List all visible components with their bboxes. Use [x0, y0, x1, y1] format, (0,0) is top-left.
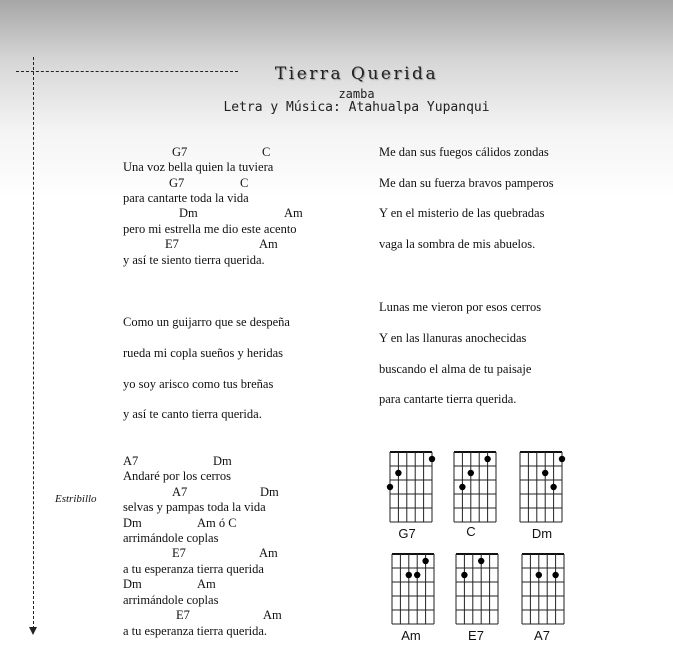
chord-label: Am	[259, 237, 278, 251]
lyric-line: Y en el misterio de las quebradas	[379, 206, 545, 220]
lyric-line: a tu esperanza tierra querida.	[123, 624, 268, 638]
lyric-line: Andaré por los cerros	[123, 469, 231, 483]
lyric-line: Me dan sus fuegos cálidos zondas	[379, 145, 549, 159]
lyric-line: a tu esperanza tierra querida	[123, 562, 264, 576]
chord-name: Am	[401, 628, 421, 643]
chord-label: Am ó C	[197, 516, 237, 530]
finger-dot	[459, 484, 465, 490]
chord-name: Dm	[531, 526, 553, 541]
lyric-line: Y en las llanuras anochecidas	[379, 331, 527, 345]
chord-diagram-dm	[516, 449, 570, 525]
chord-diagram-c	[450, 449, 504, 525]
chord-diagram-g7	[386, 449, 440, 525]
chord-label: E7	[176, 608, 190, 622]
finger-dot	[429, 456, 435, 462]
lyric-line: para cantarte toda la vida	[123, 191, 249, 205]
chord-label: Am	[197, 577, 216, 591]
finger-dot	[552, 572, 558, 578]
chord-name: C	[466, 524, 476, 539]
chord-grid	[452, 551, 506, 627]
chord-grid	[388, 551, 442, 627]
chord-grid	[450, 449, 504, 525]
finger-dot	[406, 572, 412, 578]
chord-label: Dm	[213, 454, 232, 468]
lyric-line: yo soy arisco como tus breñas	[123, 377, 274, 391]
finger-dot	[559, 456, 565, 462]
vertical-guide-line	[33, 57, 34, 629]
finger-dot	[422, 558, 428, 564]
chord-grid	[516, 449, 570, 525]
finger-dot	[468, 470, 474, 476]
chord-label: A7	[172, 485, 188, 499]
finger-dot	[550, 484, 556, 490]
lyric-line: vaga la sombra de mis abuelos.	[379, 237, 536, 251]
finger-dot	[395, 470, 401, 476]
chord-grid	[518, 551, 572, 627]
chord-diagram-a7	[518, 551, 572, 627]
song-genre: zamba	[338, 87, 375, 101]
lyric-line: arrimándole coplas	[123, 593, 219, 607]
chord-name: A7	[534, 628, 550, 643]
chord-label: Dm	[123, 516, 142, 530]
chord-label: C	[262, 145, 271, 159]
finger-dot	[536, 572, 542, 578]
finger-dot	[414, 572, 420, 578]
chord-diagram-am	[388, 551, 442, 627]
song-title: Tierra Querida	[274, 64, 439, 84]
chord-label: Am	[259, 546, 278, 560]
lyric-line: Lunas me vieron por esos cerros	[379, 300, 542, 314]
chord-label: A7	[123, 454, 139, 468]
lyric-line: selvas y pampas toda la vida	[123, 500, 266, 514]
chord-label: Am	[284, 206, 303, 220]
lyric-line: buscando el alma de tu paisaje	[379, 362, 532, 376]
finger-dot	[387, 484, 393, 490]
chord-label: Dm	[123, 577, 142, 591]
lyric-line: Una voz bella quien la tuviera	[123, 160, 274, 174]
finger-dot	[478, 558, 484, 564]
chord-name: E7	[468, 628, 484, 643]
chord-name: G7	[398, 526, 416, 541]
chord-label: E7	[165, 237, 179, 251]
finger-dot	[484, 456, 490, 462]
chord-label: E7	[172, 546, 186, 560]
lyric-line: Como un guijarro que se despeña	[123, 315, 290, 329]
lyric-line: arrimándole coplas	[123, 531, 219, 545]
chord-diagram-e7	[452, 551, 506, 627]
chord-label: G7	[169, 176, 185, 190]
chord-label: Am	[263, 608, 282, 622]
estribillo-label: Estribillo	[55, 493, 97, 505]
chord-label: Dm	[260, 485, 279, 499]
chord-grid	[386, 449, 440, 525]
chord-label: G7	[172, 145, 188, 159]
lyric-line: y así te canto tierra querida.	[123, 407, 262, 421]
finger-dot	[542, 470, 548, 476]
finger-dot	[461, 572, 467, 578]
down-arrow-icon	[29, 627, 37, 635]
lyric-line: rueda mi copla sueños y heridas	[123, 346, 284, 360]
lyric-line: pero mi estrella me dio este acento	[123, 222, 297, 236]
chord-label: Dm	[179, 206, 198, 220]
lyric-line: Me dan su fuerza bravos pamperos	[379, 176, 554, 190]
lyric-line: y así te siento tierra querida.	[123, 253, 265, 267]
lyric-line: para cantarte tierra querida.	[379, 392, 517, 406]
chord-label: C	[240, 176, 249, 190]
song-credits: Letra y Música: Atahualpa Yupanqui	[223, 100, 490, 115]
